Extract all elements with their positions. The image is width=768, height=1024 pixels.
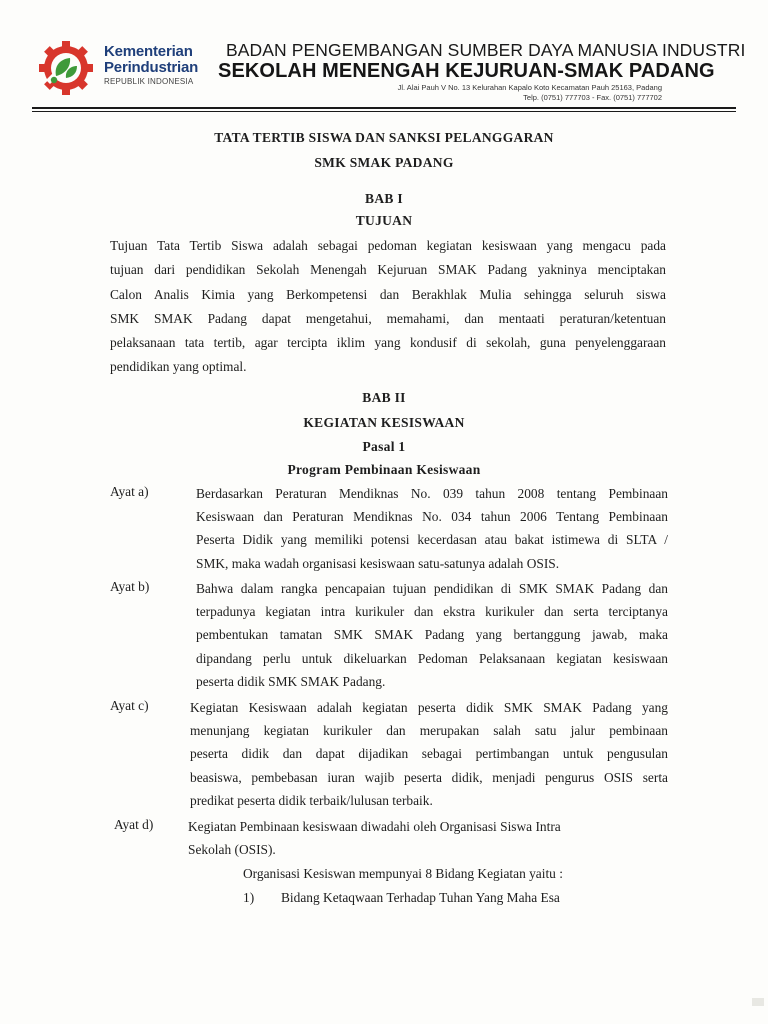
- ayat-line: beasiswa, pembebasan iuran wajib peserta didik, menjadi pengurus OSIS serta: [190, 769, 668, 785]
- ayat-line: menunjang kegiatan kurikuler dan merupakan salah satu jalur pembinaan: [190, 723, 668, 739]
- pasal-label: Pasal 1: [362, 439, 406, 454]
- paragraph-line: Calon Analis Kimia yang Berkompetensi dan Berakhlak Mulia sehingga seluruh siswa: [110, 286, 666, 302]
- pasal-title: Program Pembinaan Kesiswaan: [287, 462, 481, 477]
- paragraph-line: Tujuan Tata Tertib Siswa adalah sebagai pedoman kegiatan kesiswaan yang mengacu pada: [110, 238, 666, 253]
- organisasi-intro: Organisasi Kesiswan mempunyai 8 Bidang Kegiatan yaitu :: [243, 866, 563, 881]
- ayat-d-text: [188, 815, 660, 861]
- ministry-country: REPUBLIK INDONESIA: [104, 77, 194, 86]
- ministry-line1: Kementerian: [104, 43, 193, 60]
- paragraph-line: SMK SMAK Padang dapat mengetahui, memahami, dan mentaati peraturan/ketentuan: [110, 310, 666, 326]
- bab2-label: BAB II: [362, 390, 406, 405]
- ayat-line: Peserta Didik yang memiliki potensi kecerdasan atau bakat istimewa di SLTA /: [196, 532, 668, 548]
- ministry-name: [104, 44, 198, 86]
- ayat-line: Kegiatan Kesiswaan adalah kegiatan peserta didik SMK SMAK Padang yang: [190, 700, 668, 715]
- ayat-line: Kegiatan Pembinaan kesiswaan diwadahi oleh Organisasi Siswa Intra: [188, 819, 561, 834]
- ayat-b-text: [196, 577, 668, 693]
- ayat-line: peserta didik dan dapat dijadikan sebagai pertimbangan untuk pengusulan: [190, 746, 668, 762]
- agency-name: BADAN PENGEMBANGAN SUMBER DAYA MANUSIA INDUSTRI: [226, 40, 746, 60]
- school-phone: Telp. (0751) 777703 - Fax. (0751) 777702: [523, 93, 662, 102]
- bab2-heading: KEGIATAN KESISWAAN: [303, 415, 465, 430]
- letterhead-rule-thin: [32, 111, 736, 112]
- paragraph-line: pendidikan yang optimal.: [110, 359, 247, 375]
- ayat-line: pembentukan tamatan SMK SMAK Padang yang bertanggung jawab, maka: [196, 627, 668, 643]
- ayat-line: Sekolah (OSIS).: [188, 842, 276, 858]
- bab1-paragraph: [110, 234, 666, 380]
- page-corner-mark: [752, 998, 764, 1006]
- school-address: Jl. Alai Pauh V No. 13 Kelurahan Kapalo Koto Kecamatan Pauh 25163, Padang: [397, 83, 662, 92]
- ayat-line: predikat peserta didik terbaik/lulusan terbaik.: [190, 792, 433, 808]
- school-contact: [398, 83, 662, 103]
- ayat-b-label: Ayat b): [110, 579, 150, 594]
- bab1-heading: TUJUAN: [355, 213, 413, 228]
- ayat-d-label: Ayat d): [114, 817, 154, 832]
- bidang-1-number: 1): [243, 890, 255, 905]
- paragraph-line: tujuan dari pendidikan Sekolah Menengah Kejuruan SMAK Padang yakninya menciptakan: [110, 262, 666, 278]
- document-subtitle: SMK SMAK PADANG: [314, 155, 454, 170]
- school-name: SEKOLAH MENENGAH KEJURUAN-SMAK PADANG: [218, 60, 715, 82]
- bidang-1-text: Bidang Ketaqwaan Terhadap Tuhan Yang Maha Esa: [281, 890, 560, 905]
- bab1-label: BAB I: [365, 191, 403, 206]
- ayat-line: peserta didik SMK SMAK Padang.: [196, 673, 386, 689]
- ayat-line: Kesiswaan dan Peraturan Mendiknas No. 034 tahun 2006 Tentang Pembinaan: [196, 509, 668, 525]
- ministry-logo-icon: [38, 40, 94, 96]
- ministry-line2: Perindustrian: [104, 59, 199, 76]
- paragraph-line: pelaksanaan tata tertib, agar tercipta iklim yang kondusif di sekolah, guna penyelenggaraan: [110, 335, 666, 351]
- ayat-a-text: [196, 482, 668, 575]
- ayat-line: Berdasarkan Peraturan Mendiknas No. 039 tahun 2008 tentang Pembinaan: [196, 486, 668, 501]
- ayat-a-label: Ayat a): [110, 484, 149, 499]
- ayat-line: terpadunya kegiatan intra kurikuler dan ekstra kurikuler dan serta terciptanya: [196, 604, 668, 620]
- ayat-line: Bahwa dalam rangka pencapaian tujuan pendidikan di SMK SMAK Padang dan: [196, 581, 668, 596]
- ayat-line: dipandang perlu untuk dikeluarkan Pedoman Pelaksanaan kegiatan kesiswaan: [196, 650, 668, 666]
- letterhead-rule-thick: [32, 107, 736, 109]
- document-title: TATA TERTIB SISWA DAN SANKSI PELANGGARAN: [214, 130, 554, 145]
- ayat-c-text: [190, 696, 668, 812]
- ayat-line: SMK, maka wadah organisasi kesiswaan satu-satunya adalah OSIS.: [196, 555, 560, 571]
- ayat-c-label: Ayat c): [110, 698, 149, 713]
- letterhead: [0, 0, 768, 120]
